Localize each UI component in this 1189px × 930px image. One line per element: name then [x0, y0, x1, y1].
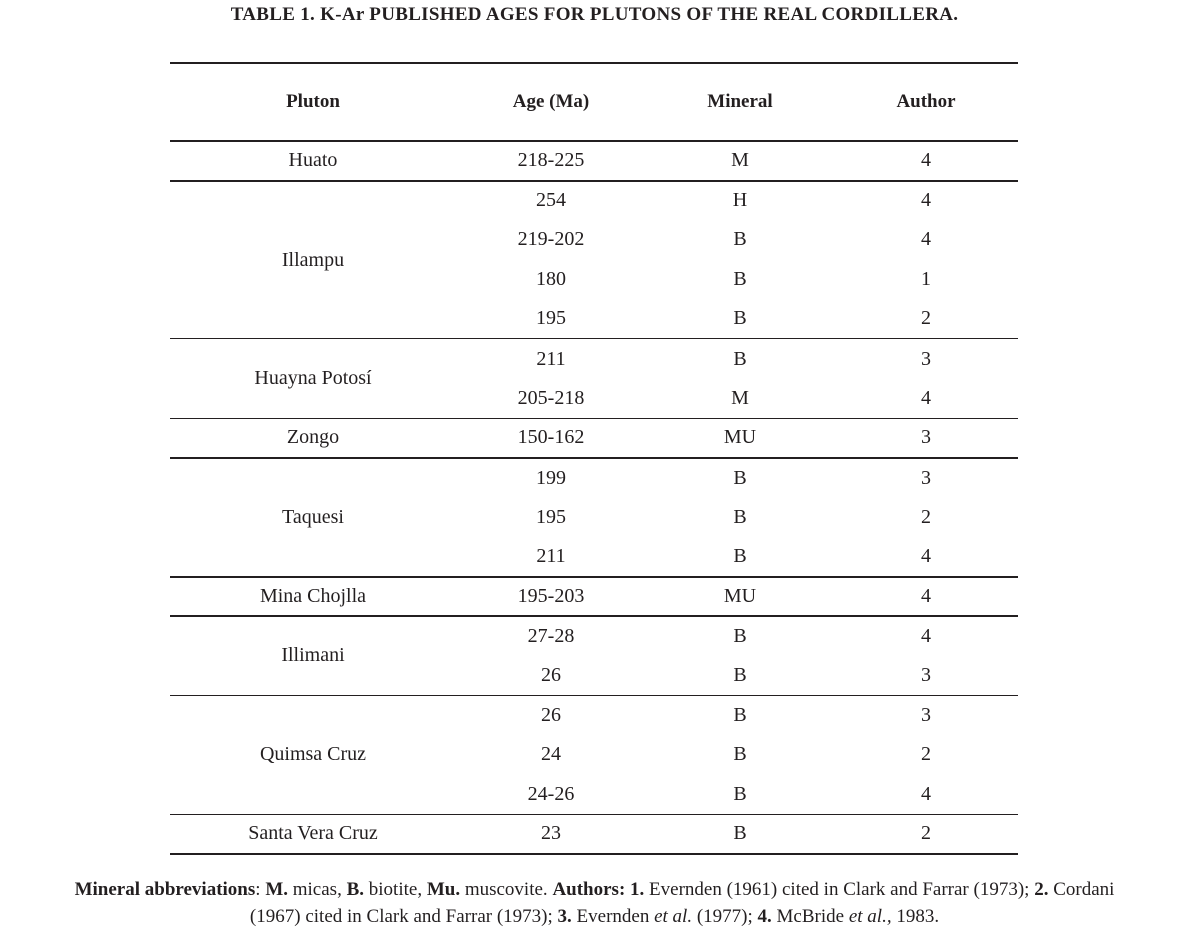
pluton-group: [170, 181, 1018, 339]
mineral-cell: B: [733, 703, 747, 726]
table-header: [170, 63, 1018, 141]
age-cell: 199: [536, 466, 566, 489]
footnote-segment: et al.: [654, 906, 693, 927]
ages-table: [170, 62, 1018, 855]
header-row: [170, 63, 1018, 141]
pluton-name: Huayna Potosí: [254, 367, 372, 390]
header-author: Author: [896, 91, 956, 112]
pluton-name: Huato: [288, 149, 338, 172]
header-age: Age (Ma): [512, 91, 590, 112]
age-cell: 23: [541, 822, 561, 845]
author-cell: 3: [921, 347, 931, 370]
mineral-cell: B: [733, 782, 747, 805]
age-cell: 205-218: [517, 386, 585, 409]
footnote-segment: et al.,: [848, 906, 892, 927]
author-cell: 2: [921, 822, 931, 845]
pluton-name: Quimsa Cruz: [259, 743, 367, 766]
footnote-segment: :: [255, 879, 266, 900]
age-cell: 27-28: [527, 624, 575, 647]
footnote-segment: 2.: [1034, 879, 1049, 900]
footnote-segment: (1967) cited in Clark and Farrar (1973);: [249, 906, 558, 927]
pluton-group: [170, 458, 1018, 577]
footnote-line-2: [0, 903, 1189, 930]
footnote-line-1: [0, 876, 1189, 903]
footnote-segment: 3.: [557, 906, 572, 927]
age-cell: 26: [541, 663, 561, 686]
mineral-cell: M: [731, 149, 749, 172]
author-cell: 4: [921, 544, 931, 567]
age-cell: 195: [536, 505, 566, 528]
footnote-segment: Evernden (1961) cited in Clark and Farrar (1973);: [644, 879, 1035, 900]
footnote-segment: McBride: [771, 906, 849, 927]
author-cell: 2: [921, 505, 931, 528]
footnote-segment: Mineral abbreviations: [74, 879, 256, 900]
table-row: [170, 577, 1018, 617]
mineral-cell: B: [733, 466, 747, 489]
pluton-group: [170, 814, 1018, 854]
pluton-name: Santa Vera Cruz: [248, 822, 378, 845]
author-cell: 4: [921, 584, 931, 607]
table-row: [170, 141, 1018, 181]
footnote-segment: 4.: [757, 906, 772, 927]
age-cell: 195: [536, 307, 566, 330]
table-title: TABLE 1. K-Ar PUBLISHED AGES FOR PLUTONS OF THE REAL CORDILLERA.: [230, 4, 959, 25]
table-row: [170, 458, 1018, 498]
pluton-group: [170, 695, 1018, 814]
mineral-cell: B: [733, 347, 747, 370]
age-cell: 211: [536, 347, 566, 370]
mineral-cell: B: [733, 822, 747, 845]
footnote-segment: M.: [265, 879, 288, 900]
age-cell: 24-26: [527, 782, 575, 805]
age-cell: 211: [536, 544, 566, 567]
age-cell: 150-162: [517, 426, 585, 449]
footnote-segment: B.: [346, 879, 365, 900]
author-cell: 2: [921, 307, 931, 330]
table-row: [170, 814, 1018, 854]
age-cell: 24: [541, 743, 561, 766]
mineral-cell: MU: [723, 426, 757, 449]
author-cell: 4: [921, 228, 931, 251]
pluton-name: Mina Chojlla: [259, 584, 367, 607]
table-row: [170, 616, 1018, 656]
age-cell: 219-202: [517, 228, 585, 251]
pluton-group: [170, 418, 1018, 458]
footnote-segment: (1977);: [692, 906, 758, 927]
pluton-name: Taquesi: [282, 505, 344, 528]
age-cell: 26: [541, 703, 561, 726]
pluton-group: [170, 141, 1018, 181]
age-cell: 254: [536, 189, 566, 212]
mineral-cell: B: [733, 743, 747, 766]
author-cell: 4: [921, 149, 931, 172]
header-pluton: Pluton: [286, 91, 340, 112]
mineral-cell: B: [733, 307, 747, 330]
author-cell: 3: [921, 466, 931, 489]
author-cell: 2: [921, 743, 931, 766]
author-cell: 1: [921, 268, 931, 291]
author-cell: 4: [921, 782, 931, 805]
pluton-group: [170, 577, 1018, 617]
footnote-segment: Mu.: [426, 879, 461, 900]
header-mineral: Mineral: [707, 91, 773, 112]
footnote-segment: muscovite.: [460, 879, 553, 900]
mineral-cell: B: [733, 544, 747, 567]
age-cell: 218-225: [517, 149, 585, 172]
table-row: [170, 181, 1018, 221]
mineral-cell: B: [733, 624, 747, 647]
author-cell: 3: [921, 703, 931, 726]
pluton-name: Zongo: [286, 426, 340, 449]
table-row: [170, 695, 1018, 735]
author-cell: 4: [921, 386, 931, 409]
footnote-segment: Cordani: [1048, 879, 1115, 900]
footnote: [0, 876, 1189, 930]
age-cell: 195-203: [517, 584, 585, 607]
author-cell: 3: [921, 663, 931, 686]
age-cell: 180: [536, 268, 566, 291]
footnote-segment: biotite,: [364, 879, 427, 900]
mineral-cell: B: [733, 663, 747, 686]
author-cell: 3: [921, 426, 931, 449]
mineral-cell: M: [731, 386, 749, 409]
pluton-group: [170, 616, 1018, 695]
footnote-segment: micas,: [288, 879, 347, 900]
footnote-segment: Authors: 1.: [552, 879, 645, 900]
table-row: [170, 418, 1018, 458]
pluton-name: Illampu: [281, 248, 345, 271]
mineral-cell: H: [732, 189, 748, 212]
author-cell: 4: [921, 624, 931, 647]
pluton-group: [170, 339, 1018, 418]
mineral-cell: B: [733, 268, 747, 291]
mineral-cell: MU: [723, 584, 757, 607]
table-row: [170, 339, 1018, 379]
footnote-segment: Evernden: [571, 906, 655, 927]
mineral-cell: B: [733, 228, 747, 251]
pluton-name: Illimani: [281, 644, 345, 667]
mineral-cell: B: [733, 505, 747, 528]
footnote-segment: 1983.: [891, 906, 940, 927]
author-cell: 4: [921, 189, 931, 212]
